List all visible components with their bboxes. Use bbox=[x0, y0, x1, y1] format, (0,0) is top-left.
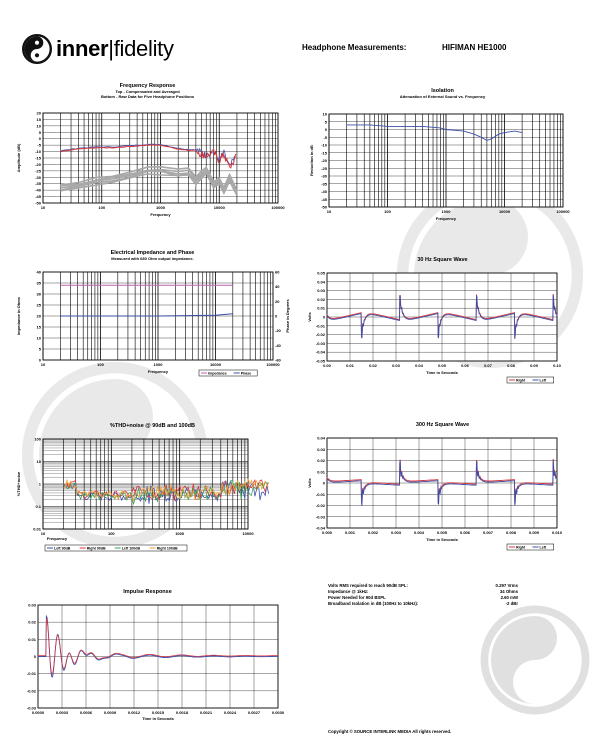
info-value: -2 dBr bbox=[505, 601, 518, 606]
tick-label: 1000 bbox=[441, 209, 451, 214]
tick-label: 10000 bbox=[498, 209, 511, 214]
tick-label: 5 bbox=[324, 119, 327, 125]
tick-label: -35 bbox=[35, 181, 41, 187]
info-label: Broadband Isolation in dB (100Hz to 10kHz): bbox=[328, 601, 419, 606]
tick-label: 0.04 bbox=[317, 435, 325, 441]
tick-label: 10000 bbox=[209, 362, 222, 367]
tick-label: -0.01 bbox=[26, 671, 36, 677]
tick-label: 10000 bbox=[242, 531, 254, 536]
tick-label: -5 bbox=[323, 134, 327, 140]
tick-label: 5 bbox=[38, 129, 41, 135]
x-axis-label: Frequency bbox=[46, 536, 68, 541]
tick-label: -0.04 bbox=[315, 525, 325, 531]
y-axis-label: Impedance in Ohms bbox=[16, 296, 21, 336]
legend-label: Right bbox=[516, 378, 526, 383]
chart-title: Isolation bbox=[431, 88, 454, 94]
tick-label: 0.10 bbox=[553, 363, 561, 368]
frequency-response-chart bbox=[10, 107, 285, 223]
isolation-chart bbox=[305, 106, 580, 223]
tick-label: 0.09 bbox=[530, 363, 538, 368]
impulse-panel bbox=[10, 589, 285, 729]
tick-label: -10 bbox=[321, 142, 327, 148]
legend-label: Right 90dB bbox=[86, 546, 106, 551]
legend-label: Impedance bbox=[208, 371, 227, 376]
y-axis-label: Amplitude (dB) bbox=[16, 143, 21, 173]
tick-label: 40 bbox=[275, 284, 280, 290]
tick-label: 0.000 bbox=[321, 530, 333, 535]
tick-label: 0.001 bbox=[344, 530, 356, 535]
tick-label: 1 bbox=[38, 481, 41, 487]
y2-axis-label: Phase in Degrees bbox=[285, 299, 290, 333]
tick-label: 0.03 bbox=[28, 602, 36, 608]
legend-label: Right bbox=[516, 545, 526, 550]
tick-label: 0.0027 bbox=[247, 710, 261, 715]
tick-label: 0.0021 bbox=[199, 710, 213, 715]
x-axis-label: Frequency bbox=[150, 212, 171, 217]
tick-label: 100000 bbox=[271, 205, 285, 210]
tick-label: 0.006 bbox=[459, 530, 471, 535]
y-axis-label: Volts bbox=[307, 478, 312, 488]
tick-label: 1000 bbox=[156, 205, 165, 210]
info-label: Impedance @ 1kHz: bbox=[328, 589, 369, 594]
tick-label: 0 bbox=[33, 654, 36, 659]
tick-label: 1000 bbox=[175, 531, 185, 536]
tick-label: 0.1 bbox=[35, 504, 41, 509]
x-axis-label: Time in Seconds bbox=[426, 370, 458, 375]
isolation-panel bbox=[305, 88, 580, 223]
legend-label: Left 90dB bbox=[54, 546, 71, 551]
tick-label: 10 bbox=[40, 531, 46, 536]
tick-label: -45 bbox=[35, 194, 41, 200]
tick-label: 0.0009 bbox=[103, 710, 117, 715]
logo-inner: inner bbox=[56, 36, 109, 61]
tick-label: -10 bbox=[35, 149, 41, 155]
tick-label: 60 bbox=[275, 269, 280, 275]
tick-label: 0.03 bbox=[317, 288, 325, 294]
tick-label: -35 bbox=[321, 181, 327, 187]
info-value: 2.60 mW bbox=[500, 595, 518, 600]
tick-label: -50 bbox=[321, 204, 327, 210]
tick-label: 0.01 bbox=[317, 305, 325, 311]
tick-label: -20 bbox=[275, 328, 281, 334]
tick-label: 0.0018 bbox=[175, 710, 189, 715]
logo bbox=[22, 34, 174, 64]
tick-label: 100000 bbox=[556, 209, 570, 214]
chart-title: Frequency Response bbox=[119, 83, 176, 89]
chart-subtitle: Top - Compensated and Averaged bbox=[115, 89, 180, 94]
tick-label: -45 bbox=[321, 196, 327, 202]
square-30hz-panel bbox=[305, 257, 580, 392]
tick-label: -30 bbox=[321, 173, 327, 179]
tick-label: 0 bbox=[275, 313, 278, 319]
tick-label: 0.02 bbox=[369, 363, 377, 368]
tick-label: 0.005 bbox=[436, 530, 448, 535]
tick-label: 20 bbox=[36, 313, 41, 319]
y-axis-label: Reduction in dB bbox=[309, 145, 314, 176]
tick-label: 0.002 bbox=[367, 530, 379, 535]
thd-panel bbox=[10, 423, 295, 560]
chart-subtitle: Bottom - Raw Data for Five Headphone Positions bbox=[100, 94, 195, 99]
tick-label: -0.02 bbox=[26, 688, 36, 694]
tick-label: 0.01 bbox=[317, 469, 325, 475]
info-row bbox=[328, 601, 518, 607]
legend-label: Left bbox=[539, 545, 547, 550]
tick-label: 0.05 bbox=[317, 270, 325, 276]
tick-label: 0.0024 bbox=[223, 710, 237, 715]
tick-label: 20 bbox=[275, 298, 280, 304]
info-label: Volts RMS required to reach 90dB SPL: bbox=[328, 583, 408, 588]
chart-subtitle: Attenuation of External Sound vs. Frequency bbox=[399, 94, 486, 99]
tick-label: 10 bbox=[322, 111, 327, 117]
square-300hz-panel bbox=[305, 422, 580, 560]
tick-label: -15 bbox=[35, 155, 41, 161]
info-label: Power Needed for 90d BSPL bbox=[328, 595, 386, 600]
logo-sep: | bbox=[108, 36, 114, 61]
x-axis-label: Time in Seconds bbox=[142, 716, 174, 721]
tick-label: 100 bbox=[97, 362, 104, 367]
tick-label: 0 bbox=[322, 480, 325, 486]
measurement-info bbox=[328, 583, 518, 607]
tick-label: 10 bbox=[326, 209, 332, 214]
tick-label: 0.009 bbox=[528, 530, 540, 535]
impedance-chart bbox=[10, 265, 295, 390]
tick-label: 0.004 bbox=[413, 530, 425, 535]
tick-label: 0.02 bbox=[28, 619, 36, 625]
headphone-model: HIFIMAN HE1000 bbox=[442, 43, 507, 52]
tick-label: -0.01 bbox=[315, 323, 325, 329]
chart-title: Electrical Impedance and Phase bbox=[110, 250, 195, 256]
legend-label: Phase bbox=[240, 371, 252, 376]
tick-label: -0.01 bbox=[315, 491, 325, 497]
tick-label: -0.04 bbox=[315, 349, 325, 355]
tick-label: -0.03 bbox=[26, 705, 36, 711]
tick-label: -5 bbox=[37, 142, 41, 148]
tick-label: 0.02 bbox=[317, 458, 325, 463]
square-30hz-chart bbox=[305, 267, 580, 392]
tick-label: 40 bbox=[36, 269, 41, 275]
tick-label: 0.03 bbox=[392, 363, 400, 368]
tick-label: 10 bbox=[36, 459, 41, 464]
tick-label: 0.06 bbox=[461, 363, 469, 368]
tick-label: 0.0030 bbox=[271, 710, 285, 715]
tick-label: 0.003 bbox=[390, 530, 402, 535]
tick-label: 5 bbox=[38, 346, 41, 352]
tick-label: 30 bbox=[36, 291, 41, 297]
tick-label: 0 bbox=[324, 127, 327, 132]
square-300hz-chart bbox=[305, 432, 580, 560]
tick-label: 100 bbox=[98, 205, 106, 210]
chart-subtitle: Measured with 680 Ohm output impedance. bbox=[111, 256, 194, 261]
tick-label: 0.007 bbox=[482, 530, 494, 535]
tick-label: 35 bbox=[36, 280, 41, 286]
tick-label: 10 bbox=[40, 205, 46, 210]
tick-label: 0.02 bbox=[317, 296, 325, 302]
chart-title: 30 Hz Square Wave bbox=[417, 257, 468, 263]
tick-label: 100000 bbox=[266, 362, 280, 367]
frequency-response-panel bbox=[10, 83, 285, 223]
y-axis-label: Volts bbox=[307, 312, 312, 322]
chart-title: Impulse Response bbox=[123, 589, 172, 595]
tick-label: 0.00 bbox=[323, 363, 331, 368]
impedance-panel bbox=[10, 250, 295, 390]
legend-label: Left 100dB bbox=[121, 546, 141, 551]
tick-label: 0.0015 bbox=[151, 710, 165, 715]
tick-label: 0.05 bbox=[438, 363, 446, 368]
tick-label: -40 bbox=[275, 342, 281, 348]
tick-label: -25 bbox=[35, 168, 41, 174]
tick-label: 15 bbox=[36, 324, 41, 330]
tick-label: -20 bbox=[321, 158, 327, 163]
tick-label: 100 bbox=[34, 436, 41, 442]
tick-label: 0.008 bbox=[505, 530, 517, 535]
tick-label: -30 bbox=[35, 174, 41, 180]
tick-label: -40 bbox=[321, 189, 327, 194]
header-label: Headphone Measurements: bbox=[302, 43, 407, 52]
x-axis-label: Frequency bbox=[435, 216, 457, 221]
tick-label: 0.04 bbox=[317, 279, 325, 285]
tick-label: 100 bbox=[107, 531, 115, 536]
tick-label: 0.08 bbox=[507, 363, 515, 368]
tick-label: 1000 bbox=[153, 362, 163, 367]
tick-label: 0.0000 bbox=[31, 710, 45, 715]
tick-label: 0.04 bbox=[415, 363, 423, 368]
tick-label: 10 bbox=[36, 123, 41, 129]
info-value: 0.297 Vrms bbox=[495, 583, 518, 588]
tick-label: 15 bbox=[36, 116, 41, 122]
tick-label: -50 bbox=[35, 200, 41, 206]
tick-label: -0.03 bbox=[315, 340, 325, 346]
tick-label: -0.05 bbox=[315, 358, 325, 364]
x-axis-label: Time in Seconds bbox=[426, 537, 458, 542]
info-value: 34 Ohms bbox=[499, 589, 518, 594]
chart-title: %THD+noise @ 90dB and 100dB bbox=[110, 423, 195, 429]
copyright: Copyright © SOURCE INTERLINK MEDIA All rights reserved. bbox=[328, 729, 452, 734]
yin-yang-logo-icon bbox=[22, 34, 52, 64]
legend-label: Right 100dB bbox=[156, 546, 178, 551]
tick-label: -25 bbox=[321, 165, 327, 171]
tick-label: -40 bbox=[35, 187, 41, 193]
tick-label: -0.03 bbox=[315, 514, 325, 520]
tick-label: 0.0006 bbox=[79, 710, 93, 715]
tick-label: 20 bbox=[36, 110, 41, 116]
tick-label: 0.0003 bbox=[55, 710, 69, 715]
tick-label: 10000 bbox=[213, 205, 225, 210]
tick-label: -0.02 bbox=[315, 503, 325, 508]
tick-label: 0.07 bbox=[484, 363, 492, 368]
tick-label: -60 bbox=[275, 357, 281, 363]
logo-fidelity: fidelity bbox=[113, 36, 174, 61]
tick-label: 0 bbox=[322, 314, 325, 320]
tick-label: 0.01 bbox=[33, 526, 41, 532]
tick-label: 10 bbox=[40, 362, 46, 367]
chart-title: 300 Hz Square Wave bbox=[415, 422, 470, 428]
tick-label: 0 bbox=[38, 357, 41, 363]
tick-label: -0.02 bbox=[315, 332, 325, 338]
tick-label: -15 bbox=[321, 150, 327, 156]
tick-label: 25 bbox=[36, 302, 41, 308]
x-axis-label: Frequency bbox=[147, 369, 169, 374]
thd-chart bbox=[10, 433, 295, 560]
tick-label: 0.03 bbox=[317, 446, 325, 452]
legend-label: Left bbox=[539, 378, 547, 383]
tick-label: 0.010 bbox=[551, 530, 563, 535]
tick-label: 10 bbox=[36, 335, 41, 341]
tick-label: -20 bbox=[35, 161, 41, 167]
tick-label: 0 bbox=[38, 136, 41, 142]
impulse-chart bbox=[10, 599, 285, 729]
tick-label: 0.0012 bbox=[127, 710, 141, 715]
tick-label: 100 bbox=[384, 209, 391, 214]
yin-yang-watermark-bottom bbox=[480, 605, 590, 715]
tick-label: 0.01 bbox=[346, 363, 354, 368]
tick-label: 0.01 bbox=[28, 636, 36, 642]
y-axis-label: %THD+noise bbox=[16, 471, 21, 497]
